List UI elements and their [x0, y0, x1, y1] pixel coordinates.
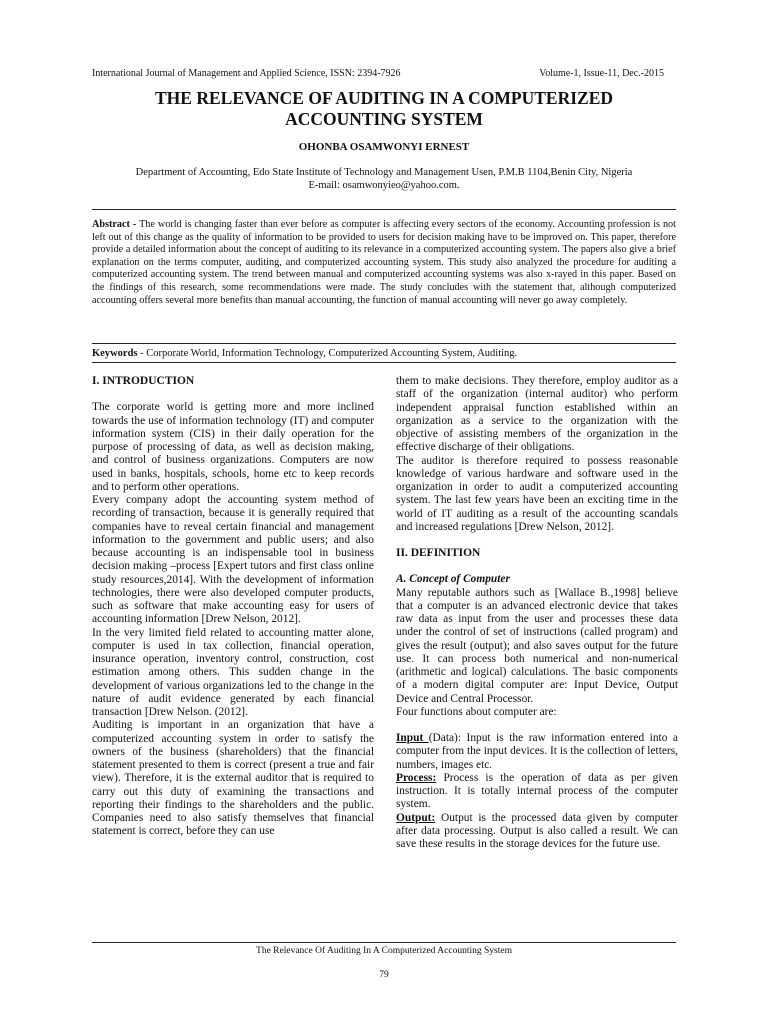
intro-paragraph-5: them to make decisions. They therefore, employ auditor as a staff of the organization (internal auditor) who perform independent appraisal function established within an organization as a service to the organization with the objective of assisting members of the organization in the effective discharge of their obligations.	[396, 375, 678, 454]
process-term: Process:	[396, 771, 437, 784]
right-column	[396, 375, 678, 851]
running-title: The Relevance Of Auditing In A Computerized Accounting System	[256, 946, 512, 956]
introduction-heading: I. INTRODUCTION	[92, 375, 195, 387]
author-email: E-mail: osamwonyieo@yahoo.com.	[308, 180, 460, 191]
intro-paragraph-3: In the very limited field related to accounting matter alone, computer is used in tax collection, financial operation, insurance operation, inventory control, construction, cost estimation among others. This sudden change in the development of various organizations led to the change in the nature of audit evidence generated by each financial transaction [Drew Nelson. (2012].	[92, 626, 374, 718]
rule-below-keywords	[92, 362, 676, 363]
process-text: Process is the operation of data as per given instruction. It is totally internal process of the computer system.	[396, 771, 678, 811]
input-text: (Data): Input is the raw information entered into a computer from the input devices. It is the collection of letters, numbers, images etc.	[396, 732, 678, 771]
abstract	[92, 219, 676, 307]
intro-paragraph-2: Every company adopt the accounting system method of recording of transaction, because it is generally required that companies have to reveal certain financial and management information to the government and public users; and also because accounting is an indispensable tool in business decision making –process [Expert tutors and first class online study resources,2014]. With the development of information technologies, there were also developed computer products, such as software that make accounting easy for users of accounting information [Drew Nelson, 2012].	[92, 494, 374, 626]
title-line-1: THE RELEVANCE OF AUDITING IN A COMPUTERIZED	[155, 88, 613, 108]
input-definition	[396, 732, 678, 772]
journal-header: International Journal of Management and Applied Science, ISSN: 2394-7926	[92, 68, 401, 79]
rule-above-abstract	[92, 209, 676, 210]
intro-paragraph-1: The corporate world is getting more and more inclined towards the use of information technology (IT) and computer information system (CIS) in their daily operation for the purpose of processing of data, as well as decision making, and control of business organizations. Computers are now used in banks, hospitals, schools, home etc to keep records and to perform other operations.	[92, 401, 374, 493]
volume-header: Volume-1, Issue-11, Dec.-2015	[539, 68, 664, 79]
definition-heading: II. DEFINITION	[396, 547, 481, 559]
keywords-label: Keywords	[92, 348, 138, 359]
four-functions-line: Four functions about computer are:	[396, 705, 557, 718]
page-number: 79	[379, 970, 389, 980]
keywords	[92, 347, 676, 360]
keywords-text: - Corporate World, Information Technology, Computerized Accounting System, Auditing.	[137, 348, 518, 359]
left-column	[92, 375, 374, 839]
input-term: Input	[396, 732, 429, 744]
computer-paragraph: Many reputable authors such as [Wallace B.,1998] believe that a computer is an advanced electronic device that takes raw data as input from the user and processes these data under the control of set of instructions (called program) and gives the result (output); and also saves output for the future use. It can process both numerical and non-numerical (arithmetic and logical) calculations. The basic components of a modern digital computer are: Input Device, Output Device and Central Processor.	[396, 586, 678, 705]
title-line-2: ACCOUNTING SYSTEM	[285, 109, 483, 129]
footer-rule	[92, 942, 676, 943]
intro-paragraph-4: Auditing is important in an organization that have a computerized accounting system in order to satisfy the owners of the business (shareholders) that the financial statement presented to them is correct (present a true and fair view). Therefore, it is the external auditor that is required to carry out this duty of examining the transactions and reporting their findings to the shareholders and the public. Companies need to also satisfy themselves that financial statement is correct, before they can use	[92, 719, 374, 838]
affiliation	[60, 166, 708, 192]
output-text: Output is the processed data given by computer after data processing. Output is also called a result. We can save these results in the storage devices for the future use.	[396, 811, 678, 850]
paper-title	[60, 88, 708, 130]
abstract-text: The world is changing faster than ever before as computer is affecting every sectors of the economy. Accounting profession is not left out of this change as the quality of information to be provided to users for decision making have to be improved on. This paper, therefore provide a detailed information about the concept of auditing to its relevance in a computerized accounting system. The papers also give a brief explanation on the terms computer, auditing, and computerized accounting system. This study also analyzed the procedure for auditing a computerized accounting system. The trend between manual and computerized accounting systems was also x-rayed in this paper. Based on the findings of this research, some recommendations were made. The study concludes with the statement that, although computerized accounting offers several more benefits than manual accounting, the function of manual accounting will never go away completely.	[92, 219, 676, 306]
intro-paragraph-6: The auditor is therefore required to possess reasonable knowledge of various hardware and software used in the organization in order to audit a computerized accounting system. The last few years have been an exciting time in the world of IT auditing as a result of the accounting scandals and increased regulations [Drew Nelson, 2012].	[396, 454, 678, 533]
concept-of-computer-subheading: A. Concept of Computer	[396, 573, 510, 586]
process-definition	[396, 772, 678, 812]
rule-above-keywords	[92, 343, 676, 344]
output-definition	[396, 812, 678, 852]
output-term: Output:	[396, 811, 436, 824]
author-name: OHONBA OSAMWONYI ERNEST	[298, 141, 470, 153]
abstract-label: Abstract -	[92, 219, 137, 230]
affiliation-text: Department of Accounting, Edo State Institute of Technology and Management Usen, P.M.B 1104,Benin City, Nigeria	[135, 167, 633, 178]
